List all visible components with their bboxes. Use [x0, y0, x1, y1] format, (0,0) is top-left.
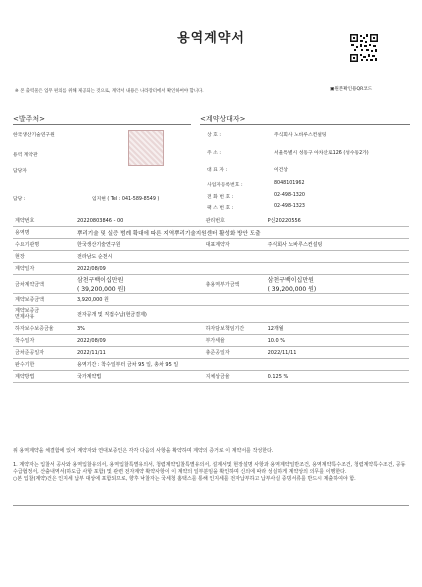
table-row: [13, 263, 409, 275]
bottom-divider: [13, 505, 409, 506]
contractor-divider: [200, 124, 410, 125]
mgmt-no-label: 관리번호: [204, 215, 266, 227]
mgmt-no: P신20220556: [266, 215, 409, 227]
method-label: 계약보증금 면제사유: [13, 306, 75, 323]
tax-value: 10.0 %: [266, 335, 409, 347]
contractor-heading: <계약상대자>: [200, 115, 246, 123]
issuer-rep-label: 용역 계약관: [13, 153, 38, 158]
table-row: [13, 227, 409, 239]
table-row: [13, 239, 409, 251]
agency-label: 대표계약자: [204, 239, 266, 251]
tax-label: 부가세율: [204, 335, 266, 347]
rate-value: 3%: [75, 323, 204, 335]
pay-value: 용역기간 : 착수일부터 금차 95 일, 총차 95 일: [75, 359, 409, 371]
table-row: [13, 359, 409, 371]
site-label: 현장: [13, 251, 75, 263]
grand-num: ( 39,200,000 원): [267, 286, 317, 293]
notice-text: ※ 본 출력물은 업무 편의를 위해 제공되는 것으로, 계약서 내용은 나라장터에서 확인하여야 합니다.: [15, 89, 204, 94]
demand-value: 한국생산기술연구원: [75, 239, 204, 251]
contractor-value: 서울특별시 성동구 아차산로126 (성수동2가): [274, 151, 369, 156]
site-value: 전라남도 순천시: [75, 251, 409, 263]
table-row: [13, 275, 409, 294]
issuer-dept-label: 담당 :: [13, 197, 26, 202]
table-row: [13, 347, 409, 359]
table-row: [13, 335, 409, 347]
start-label: 착수일자: [13, 335, 75, 347]
deposit-label: 계약보증금액: [13, 294, 75, 306]
contract-no: 20220803846 - 00: [75, 215, 204, 227]
period-label: 하자담보책임기간: [204, 323, 266, 335]
contractor-label: 상 호 :: [207, 133, 221, 138]
issuer-contact: 임지현 ( Tel : 041-589-8549 ): [92, 197, 160, 202]
service-name-label: 용역명: [13, 227, 75, 239]
table-row: [13, 251, 409, 263]
end-value: 2022/11/11: [75, 347, 204, 359]
contract-table: [13, 215, 409, 383]
total-label: 금차계약금액: [13, 275, 75, 294]
end-label: 금차준공일자: [13, 347, 75, 359]
start-value: 2022/08/09: [75, 335, 204, 347]
total-num: ( 39,200,000 원): [77, 286, 126, 293]
table-row: [13, 371, 409, 383]
late-label: 지체상금율: [204, 371, 266, 383]
contractor-label: 팩 스 번 호 :: [207, 206, 234, 211]
total-value: 삼천구백이십만원: [77, 277, 124, 284]
date-value: 2022/08/09: [75, 263, 409, 275]
final-value: 2022/11/11: [266, 347, 409, 359]
table-row: [13, 215, 409, 227]
issuer-org: 한국생산기술연구원: [13, 133, 55, 138]
table-row: [13, 323, 409, 335]
grand-label: 총용역부가금액: [204, 275, 266, 294]
document-title: 용역계약서: [177, 31, 245, 46]
period-value: 12개월: [266, 323, 409, 335]
issuer-divider: [13, 124, 191, 125]
agency-value: 주식회사 노바루스컨설팅: [266, 239, 409, 251]
grand-cell: [266, 275, 409, 294]
contractor-value: 02-498-1323: [274, 204, 305, 209]
contractor-value: 이건상: [274, 168, 288, 173]
contractor-label: 대 표 자 :: [207, 168, 228, 173]
contractor-value: 8048101962: [274, 181, 305, 186]
kind-label: 계약방법: [13, 371, 75, 383]
issuer-heading: <발주처>: [13, 115, 46, 123]
pay-label: 완수기한: [13, 359, 75, 371]
final-label: 총준공일자: [204, 347, 266, 359]
service-name: 뿌리기술 및 실증 범례 확대에 따른 지역뿌리기술지원센터 활성화 방안 도출: [75, 227, 409, 239]
contractor-label: 전 화 번 호 :: [207, 195, 234, 200]
qr-code: [349, 33, 379, 63]
contractor-value: 02-498-1320: [274, 193, 305, 198]
grand-value: 삼천구백이십만원: [267, 277, 314, 284]
deposit-value: 3,920,000 원: [75, 294, 409, 306]
demand-label: 수요기관명: [13, 239, 75, 251]
issuer-pic-label: 담당자: [13, 169, 27, 174]
total-cell: [75, 275, 204, 294]
late-value: 0.125 %: [266, 371, 409, 383]
contract-terms: 1. 계약자는 입찰서 공사와 용역입찰유의서, 용역입찰특별유의서, 청렴계약입찰특별유의서, 설계서및 현장설명 사항과 용역계약일반조건, 용역계약특수조건, 청렴계약특수조건, 공동수급협정서, 산출내역서(하도급 사항 포함) 및 관련 전자계약 확약사항이 이 계약의 일부분임을 확인하며 신의에 따라 성실하게 계약상의 의무를 이행한다. ○본 입찰(계약)건은 인지세 납부 대상에 포함되므로, 향후 낙찰자는 국세청 홈택스를 통해 인지세를 전자납부하고 납부사실 증빙서류를 반드시 제출하여야 함.: [13, 462, 406, 482]
rate-label: 하자보수보증금율: [13, 323, 75, 335]
contractor-label: 주 소 :: [207, 151, 221, 156]
contractor-value: 주식회사 노바루스컨설팅: [274, 133, 327, 138]
method-value: 전자공개 및 직접수납(현금결제): [75, 306, 409, 323]
qr-caption: ▣원본확인용QR코드: [330, 87, 373, 92]
contractor-label: 사업자등록번호 :: [207, 183, 243, 188]
official-seal: [128, 130, 164, 166]
table-row: [13, 294, 409, 306]
date-label: 계약일자: [13, 263, 75, 275]
table-row: [13, 306, 409, 323]
contract-no-label: 계약번호: [13, 215, 75, 227]
contract-statement: 위 용역계약을 체결함에 있어 계약자와 연대보증인은 각각 다음의 사항을 확약하며 계약의 증거로 이 계약서를 작성한다.: [13, 448, 274, 454]
kind-value: 국가계약법: [75, 371, 204, 383]
